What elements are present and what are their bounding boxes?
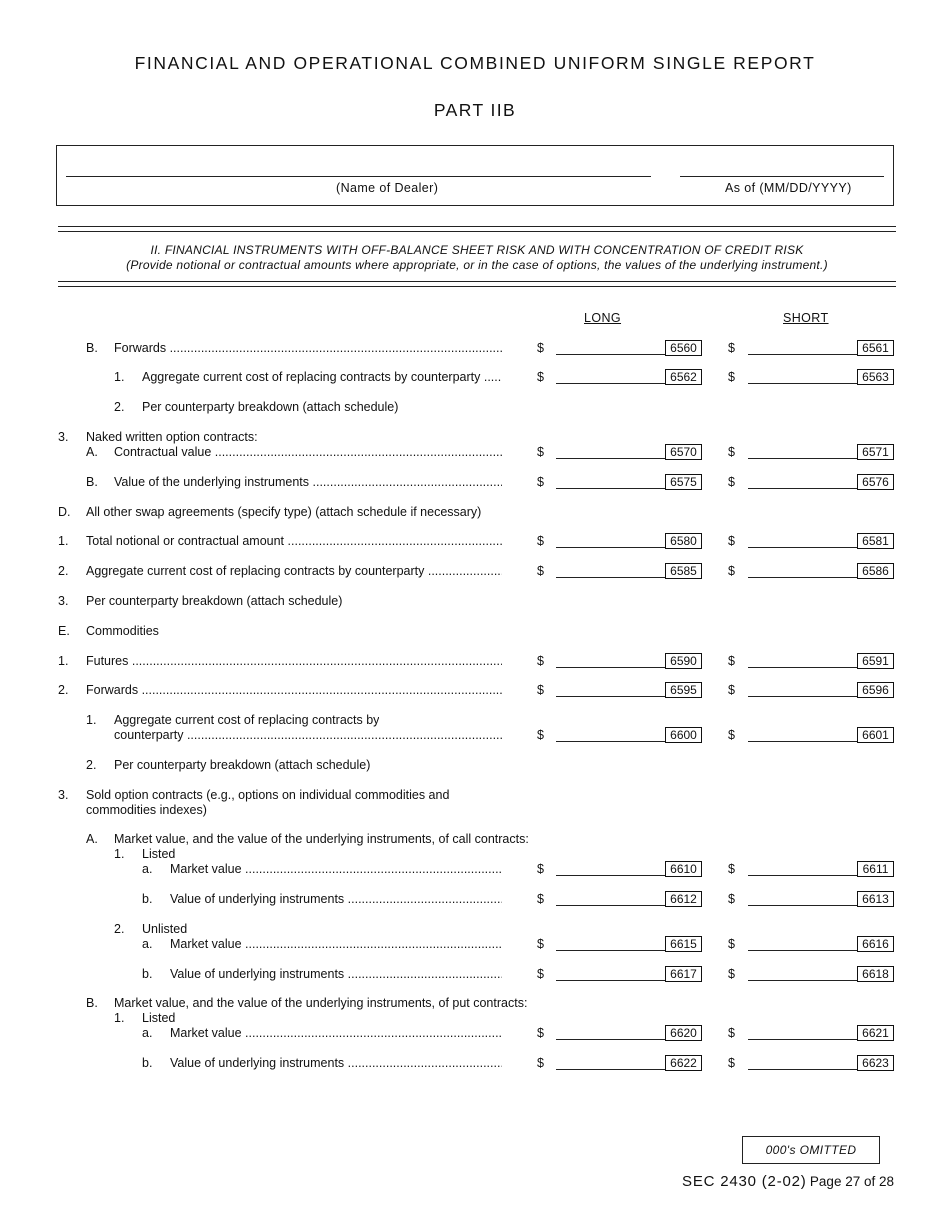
short-currency-symbol: $ bbox=[728, 937, 735, 951]
short-amount-field[interactable] bbox=[748, 383, 858, 384]
line-item-label: counterparty ..... bbox=[114, 728, 502, 743]
short-line-code: 6581 bbox=[857, 533, 894, 549]
long-currency-symbol: $ bbox=[537, 370, 544, 384]
short-line-code: 6596 bbox=[857, 682, 894, 698]
short-currency-symbol: $ bbox=[728, 728, 735, 742]
line-item-label: Market value ..... bbox=[170, 862, 502, 877]
long-line-code: 6612 bbox=[665, 891, 702, 907]
line-item-number: 1. bbox=[86, 713, 97, 727]
short-amount-field[interactable] bbox=[748, 458, 858, 459]
long-column-header: LONG bbox=[584, 311, 622, 325]
short-currency-symbol: $ bbox=[728, 683, 735, 697]
long-line-code: 6600 bbox=[665, 727, 702, 743]
short-currency-symbol: $ bbox=[728, 1026, 735, 1040]
long-line-code: 6560 bbox=[665, 340, 702, 356]
line-item-number: A. bbox=[86, 832, 98, 846]
line-item-label: Contractual value ..... bbox=[114, 445, 502, 460]
long-currency-symbol: $ bbox=[537, 937, 544, 951]
short-amount-field[interactable] bbox=[748, 905, 858, 906]
long-line-code: 6570 bbox=[665, 444, 702, 460]
line-item-number: 3. bbox=[58, 788, 69, 802]
long-line-code: 6622 bbox=[665, 1055, 702, 1071]
report-date-field[interactable] bbox=[680, 176, 884, 177]
divider bbox=[58, 231, 896, 232]
line-item-number: 1. bbox=[114, 847, 125, 861]
long-line-code: 6620 bbox=[665, 1025, 702, 1041]
short-amount-field[interactable] bbox=[748, 667, 858, 668]
line-item-number: b. bbox=[142, 967, 153, 981]
short-line-code: 6613 bbox=[857, 891, 894, 907]
line-item-number: 2. bbox=[58, 564, 69, 578]
long-amount-field[interactable] bbox=[556, 1039, 666, 1040]
long-amount-field[interactable] bbox=[556, 875, 666, 876]
line-item-label: Commodities bbox=[86, 624, 159, 638]
short-currency-symbol: $ bbox=[728, 475, 735, 489]
long-amount-field[interactable] bbox=[556, 354, 666, 355]
line-item-label: Listed bbox=[142, 1011, 176, 1025]
line-item-number: 1. bbox=[58, 654, 69, 668]
line-item-label: Market value, and the value of the underlying instruments, of call contracts: bbox=[114, 832, 529, 846]
line-item-label: Aggregate current cost of replacing contracts by counterparty ..... bbox=[86, 564, 502, 579]
long-amount-field[interactable] bbox=[556, 741, 666, 742]
short-amount-field[interactable] bbox=[748, 1039, 858, 1040]
divider bbox=[58, 226, 896, 227]
long-amount-field[interactable] bbox=[556, 458, 666, 459]
short-line-code: 6621 bbox=[857, 1025, 894, 1041]
section-heading: II. FINANCIAL INSTRUMENTS WITH OFF-BALANCE SHEET RISK AND WITH CONCENTRATION OF CREDIT RISK bbox=[150, 243, 804, 257]
short-amount-field[interactable] bbox=[748, 354, 858, 355]
line-item-number: 2. bbox=[114, 922, 125, 936]
line-item-label: Aggregate current cost of replacing contracts by bbox=[114, 713, 380, 727]
short-amount-field[interactable] bbox=[748, 1069, 858, 1070]
long-currency-symbol: $ bbox=[537, 683, 544, 697]
line-item-label: Per counterparty breakdown (attach schedule) bbox=[114, 758, 371, 772]
long-line-code: 6580 bbox=[665, 533, 702, 549]
line-item-number: 1. bbox=[114, 370, 125, 384]
line-item-label: All other swap agreements (specify type) (attach schedule if necessary) bbox=[86, 505, 482, 519]
line-item-label: Market value ..... bbox=[170, 937, 502, 952]
form-footer bbox=[682, 1173, 894, 1190]
line-item-label: commodities indexes) bbox=[86, 803, 207, 817]
short-amount-field[interactable] bbox=[748, 950, 858, 951]
short-amount-field[interactable] bbox=[748, 547, 858, 548]
long-amount-field[interactable] bbox=[556, 667, 666, 668]
short-amount-field[interactable] bbox=[748, 696, 858, 697]
line-item-label: Per counterparty breakdown (attach schedule) bbox=[142, 400, 399, 414]
long-currency-symbol: $ bbox=[537, 1026, 544, 1040]
line-item-label: Forwards ..... bbox=[86, 683, 502, 698]
line-item-number: 2. bbox=[58, 683, 69, 697]
report-title: FINANCIAL AND OPERATIONAL COMBINED UNIFORM SINGLE REPORT bbox=[134, 53, 816, 73]
short-amount-field[interactable] bbox=[748, 980, 858, 981]
line-item-label: Aggregate current cost of replacing contracts by counterparty ..... bbox=[142, 370, 502, 385]
line-item-label: Market value, and the value of the underlying instruments, of put contracts: bbox=[114, 996, 528, 1010]
divider bbox=[58, 286, 896, 287]
long-currency-symbol: $ bbox=[537, 534, 544, 548]
line-item-number: E. bbox=[58, 624, 70, 638]
line-item-label: Per counterparty breakdown (attach schedule) bbox=[86, 594, 343, 608]
long-amount-field[interactable] bbox=[556, 1069, 666, 1070]
line-item-number: 3. bbox=[58, 594, 69, 608]
line-item-label: Listed bbox=[142, 847, 176, 861]
long-amount-field[interactable] bbox=[556, 383, 666, 384]
line-item-label: Futures ..... bbox=[86, 654, 502, 669]
short-column-header: SHORT bbox=[783, 311, 829, 325]
short-line-code: 6563 bbox=[857, 369, 894, 385]
page-number: Page 27 of 28 bbox=[809, 1174, 894, 1189]
short-currency-symbol: $ bbox=[728, 370, 735, 384]
long-amount-field[interactable] bbox=[556, 577, 666, 578]
long-line-code: 6590 bbox=[665, 653, 702, 669]
short-amount-field[interactable] bbox=[748, 875, 858, 876]
long-currency-symbol: $ bbox=[537, 892, 544, 906]
long-currency-symbol: $ bbox=[537, 475, 544, 489]
short-line-code: 6561 bbox=[857, 340, 894, 356]
short-line-code: 6623 bbox=[857, 1055, 894, 1071]
short-currency-symbol: $ bbox=[728, 445, 735, 459]
line-item-number: B. bbox=[86, 341, 98, 355]
line-item-number: 2. bbox=[114, 400, 125, 414]
long-currency-symbol: $ bbox=[537, 728, 544, 742]
short-currency-symbol: $ bbox=[728, 1056, 735, 1070]
short-currency-symbol: $ bbox=[728, 534, 735, 548]
dealer-info-box bbox=[56, 145, 894, 206]
form-number: SEC 2430 (2-02) bbox=[682, 1173, 807, 1190]
short-currency-symbol: $ bbox=[728, 341, 735, 355]
long-currency-symbol: $ bbox=[537, 967, 544, 981]
long-line-code: 6617 bbox=[665, 966, 702, 982]
long-currency-symbol: $ bbox=[537, 341, 544, 355]
divider bbox=[58, 281, 896, 282]
long-line-code: 6575 bbox=[665, 474, 702, 490]
omitted-note-box: 000's OMITTED bbox=[742, 1136, 880, 1164]
line-item-number: B. bbox=[86, 475, 98, 489]
long-line-code: 6562 bbox=[665, 369, 702, 385]
dealer-name-label: (Name of Dealer) bbox=[336, 181, 439, 195]
short-currency-symbol: $ bbox=[728, 654, 735, 668]
long-currency-symbol: $ bbox=[537, 654, 544, 668]
line-item-number: a. bbox=[142, 937, 153, 951]
line-item-label: Unlisted bbox=[142, 922, 188, 936]
long-amount-field[interactable] bbox=[556, 488, 666, 489]
line-item-number: b. bbox=[142, 892, 153, 906]
long-currency-symbol: $ bbox=[537, 445, 544, 459]
line-item-number: a. bbox=[142, 1026, 153, 1040]
short-line-code: 6618 bbox=[857, 966, 894, 982]
long-currency-symbol: $ bbox=[537, 862, 544, 876]
line-item-number: 2. bbox=[86, 758, 97, 772]
short-currency-symbol: $ bbox=[728, 564, 735, 578]
long-amount-field[interactable] bbox=[556, 950, 666, 951]
short-line-code: 6591 bbox=[857, 653, 894, 669]
line-item-number: 1. bbox=[114, 1011, 125, 1025]
short-line-code: 6616 bbox=[857, 936, 894, 952]
long-amount-field[interactable] bbox=[556, 547, 666, 548]
short-amount-field[interactable] bbox=[748, 741, 858, 742]
line-item-number: D. bbox=[58, 505, 71, 519]
line-item-number: 3. bbox=[58, 430, 69, 444]
short-line-code: 6601 bbox=[857, 727, 894, 743]
long-currency-symbol: $ bbox=[537, 1056, 544, 1070]
long-amount-field[interactable] bbox=[556, 696, 666, 697]
long-currency-symbol: $ bbox=[537, 564, 544, 578]
short-line-code: 6611 bbox=[857, 861, 894, 877]
section-note: (Provide notional or contractual amounts where appropriate, or in the case of options, the values of the underlying instrument.) bbox=[126, 258, 828, 272]
line-item-label: Forwards ..... bbox=[114, 341, 502, 356]
long-amount-field[interactable] bbox=[556, 980, 666, 981]
line-item-number: A. bbox=[86, 445, 98, 459]
line-item-label: Value of underlying instruments ..... bbox=[170, 1056, 502, 1071]
long-line-code: 6615 bbox=[665, 936, 702, 952]
short-currency-symbol: $ bbox=[728, 967, 735, 981]
line-item-number: 1. bbox=[58, 534, 69, 548]
long-amount-field[interactable] bbox=[556, 905, 666, 906]
short-amount-field[interactable] bbox=[748, 488, 858, 489]
line-item-number: B. bbox=[86, 996, 98, 1010]
long-line-code: 6595 bbox=[665, 682, 702, 698]
line-item-label: Value of underlying instruments ..... bbox=[170, 892, 502, 907]
line-item-label: Naked written option contracts: bbox=[86, 430, 258, 444]
dealer-name-field[interactable] bbox=[66, 176, 651, 177]
line-item-label: Sold option contracts (e.g., options on individual commodities and bbox=[86, 788, 450, 802]
part-title: PART IIB bbox=[433, 100, 517, 120]
line-item-label: Market value ..... bbox=[170, 1026, 502, 1041]
report-date-label: As of (MM/DD/YYYY) bbox=[725, 181, 852, 195]
short-amount-field[interactable] bbox=[748, 577, 858, 578]
long-line-code: 6585 bbox=[665, 563, 702, 579]
line-item-label: Value of underlying instruments ..... bbox=[170, 967, 502, 982]
short-currency-symbol: $ bbox=[728, 862, 735, 876]
line-item-label: Total notional or contractual amount ..... bbox=[86, 534, 502, 549]
line-item-number: a. bbox=[142, 862, 153, 876]
line-item-number: b. bbox=[142, 1056, 153, 1070]
long-line-code: 6610 bbox=[665, 861, 702, 877]
short-currency-symbol: $ bbox=[728, 892, 735, 906]
short-line-code: 6571 bbox=[857, 444, 894, 460]
short-line-code: 6576 bbox=[857, 474, 894, 490]
line-item-label: Value of the underlying instruments ..... bbox=[114, 475, 502, 490]
short-line-code: 6586 bbox=[857, 563, 894, 579]
